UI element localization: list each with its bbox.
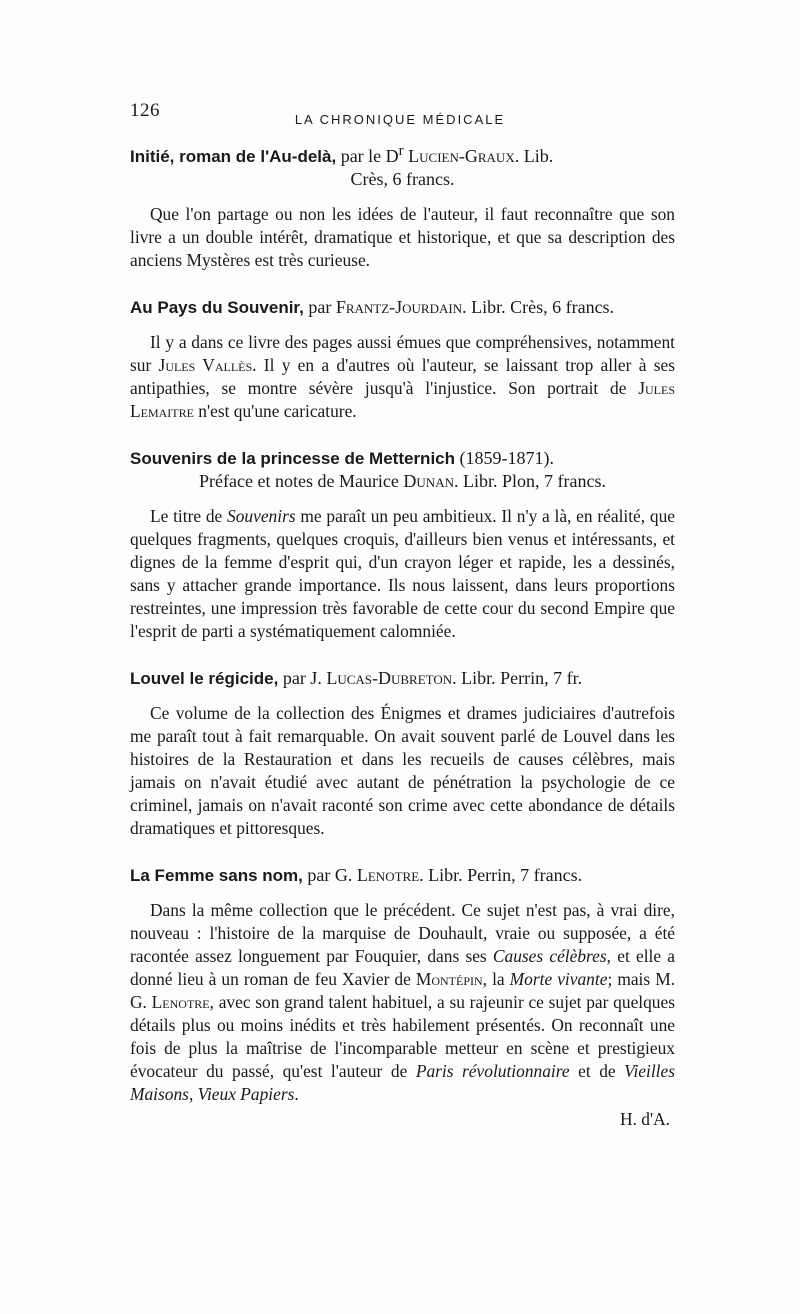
book-title: Louvel le régicide,	[130, 669, 279, 688]
book-title: Au Pays du Souvenir,	[130, 298, 304, 317]
review-heading: Souvenirs de la princesse de Metternich (1859-1871). Préface et notes de Maurice Dunan. Libr. Plon, 7 francs.	[130, 448, 606, 491]
review-text: Que l'on partage ou non les idées de l'auteur, il faut reconnaître que son livre a un double intérêt, dramatique et historique, et que sa description des anciens Mystères est très curieuse.	[130, 204, 675, 270]
review-souvenirs-metternich	[130, 447, 675, 643]
author-name: Lucien-Graux	[403, 146, 515, 166]
author-name: Dunan	[403, 471, 454, 491]
review-text: Ce volume de la collection des Énigmes et drames judiciaires d'autrefois me paraît tout à fait remarquable. On avait souvent parlé de Louvel dans les histoires de la Restauration et dans les recueils de causes célèbres, mais jamais on n'avait étudié avec autant de pénétration la psychologie de ce criminel, jamais on n'avait raconté son crime avec cette abondance de détails dramatiques et pittoresques.	[130, 703, 675, 838]
book-title: La Femme sans nom,	[130, 866, 303, 885]
author-name: Lucas-Dubreton	[326, 668, 453, 688]
page-number: 126	[130, 100, 160, 121]
review-heading: Louvel le régicide, par J. Lucas-Dubreton. Libr. Perrin, 7 fr.	[130, 668, 583, 688]
author-name: Frantz-Jourdain	[335, 297, 463, 317]
signature: H. d'A.	[620, 1109, 670, 1129]
author-name: Lenotre	[356, 865, 420, 885]
review-text: Il y a dans ce livre des pages aussi émues que compréhensives, notamment sur Jules Vallès. Il y en a d'autres où l'auteur, se laissant trop aller à ses antipathies, se montre sévère jusqu'à l'injustice. Son portrait de Jules Lemaitre n'est qu'une caricature.	[130, 332, 675, 421]
content	[130, 140, 675, 1155]
review-heading: Initié, roman de l'Au-delà, par le $D^r$ Lucien-Graux. Lib. Crès, 6 francs.	[130, 143, 554, 189]
review-heading: La Femme sans nom, par G. Lenotre. Libr. Perrin, 7 francs.	[130, 865, 583, 885]
review-femme-sans-nom	[130, 864, 675, 1131]
running-head: LA CHRONIQUE MÉDICALE	[294, 112, 506, 127]
review-au-pays-du-souvenir	[130, 296, 675, 423]
review-text: Dans la même collection que le précédent. Ce sujet n'est pas, à vrai dire, nouveau : l'histoire de la marquise de Douhault, vraie ou supposée, a été racontée assez longuement par Fouquier, dans ses Causes célèbres, et elle a donné lieu à un roman de feu Xavier de Montépin, la Morte vivante; mais M. G. Lenotre, avec son grand talent habituel, a su rajeunir ce sujet par quelques détails plus ou moins inédits et très habilement présentés. On reconnaît une fois de plus la maîtrise de l'incomparable metteur en scène et prestigieux évocateur du passé, qu'est l'auteur de Paris révolutionnaire et de Vieilles Maisons, Vieux Papiers.	[130, 900, 676, 1104]
book-title: Souvenirs de la princesse de Metternich	[130, 449, 456, 468]
review-initie	[130, 140, 675, 272]
review-louvel	[130, 667, 675, 840]
book-title: Initié, roman de l'Au-delà,	[130, 147, 337, 166]
review-heading: Au Pays du Souvenir, par Frantz-Jourdain. Libr. Crès, 6 francs.	[130, 297, 615, 317]
review-text: Le titre de Souvenirs me paraît un peu ambitieux. Il n'y a là, en réalité, que quelques fragments, quelques croquis, d'ailleurs bien venus et intéressants, et dignes de la femme d'esprit qui, d'un crayon léger et rapide, les a dessinés, sans y attacher grande importance. Ils nous laissent, dans leurs proportions restreintes, une impression très favorable de cette cour du second Empire que l'esprit de parti a systématiquement calomniée.	[130, 506, 675, 641]
